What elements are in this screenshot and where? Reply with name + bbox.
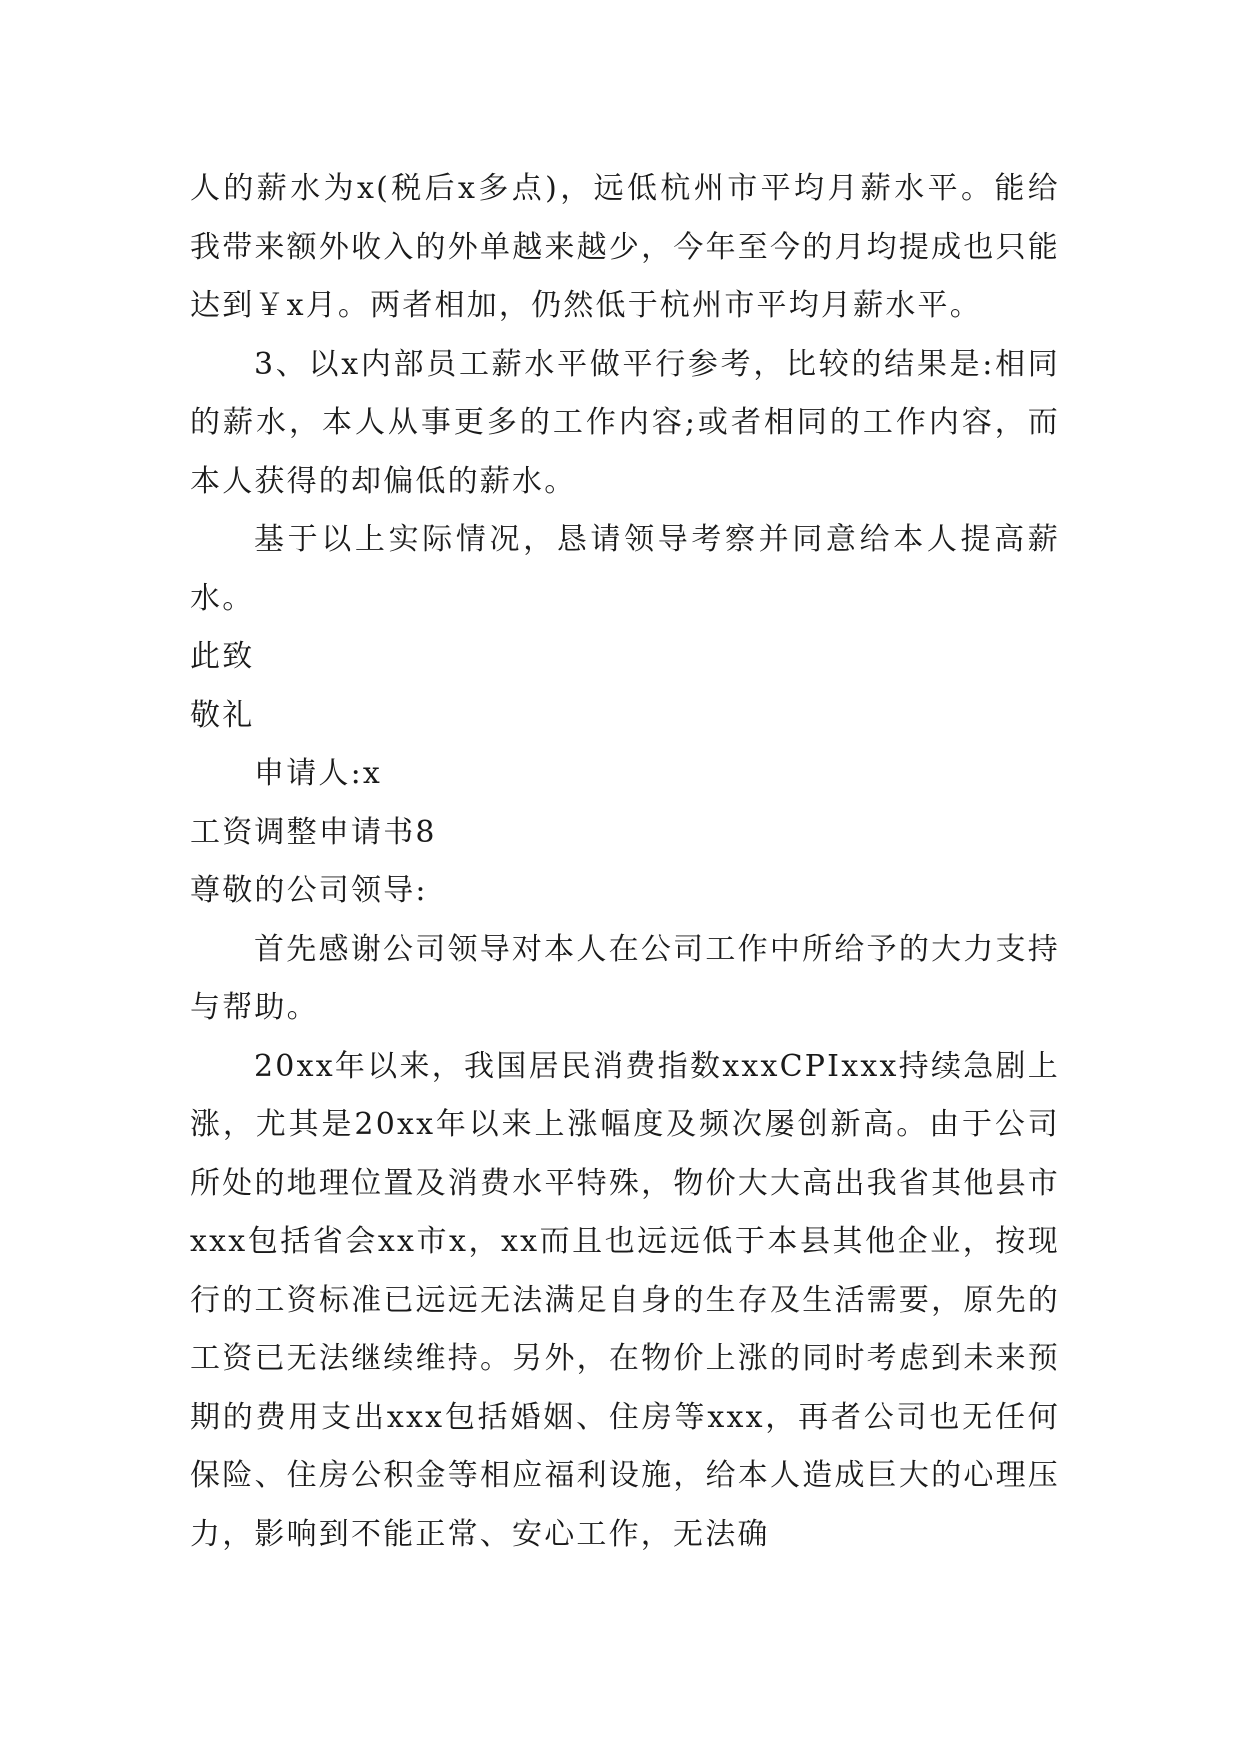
paragraph-internal-comparison: 3、以x内部员工薪水平做平行参考，比较的结果是:相同的薪水，本人从事更多的工作内容;或者相同的工作内容，而本人获得的却偏低的薪水。 <box>190 346 1060 499</box>
document-body <box>190 160 1060 1564</box>
closing-salutation: 此致 <box>190 639 255 674</box>
paragraph-cpi-reasons: 20xx年以来，我国居民消费指数xxxCPIxxx持续急剧上涨，尤其是20xx年以来上涨幅度及频次屡创新高。由于公司所处的地理位置及消费水平特殊，物价大大高出我省其他县市xxx包括省会xx市x，xx而且也远远低于本县其他企业，按现行的工资标准已远远无法满足自身的生存及生活需要，原先的工资已无法继续维持。另外，在物价上涨的同时考虑到未来预期的费用支出xxx包括婚姻、住房等xxx，再者公司也无任何保险、住房公积金等相应福利设施，给本人造成巨大的心理压力，影响到不能正常、安心工作，无法确 <box>190 1048 1060 1552</box>
applicant-signature: 申请人:x <box>254 756 383 791</box>
greeting: 尊敬的公司领导: <box>190 873 428 908</box>
paragraph-request: 基于以上实际情况，恳请领导考察并同意给本人提高薪水。 <box>190 522 1060 616</box>
section-title: 工资调整申请书8 <box>190 814 437 850</box>
closing-regards: 敬礼 <box>190 697 255 733</box>
paragraph-income-comparison: 人的薪水为x(税后x多点)，远低杭州市平均月薪水平。能给我带来额外收入的外单越来越少，今年至今的月均提成也只能达到￥x月。两者相加，仍然低于杭州市平均月薪水平。 <box>190 171 1060 323</box>
paragraph-thanks: 首先感谢公司领导对本人在公司工作中所给予的大力支持与帮助。 <box>190 931 1060 1025</box>
